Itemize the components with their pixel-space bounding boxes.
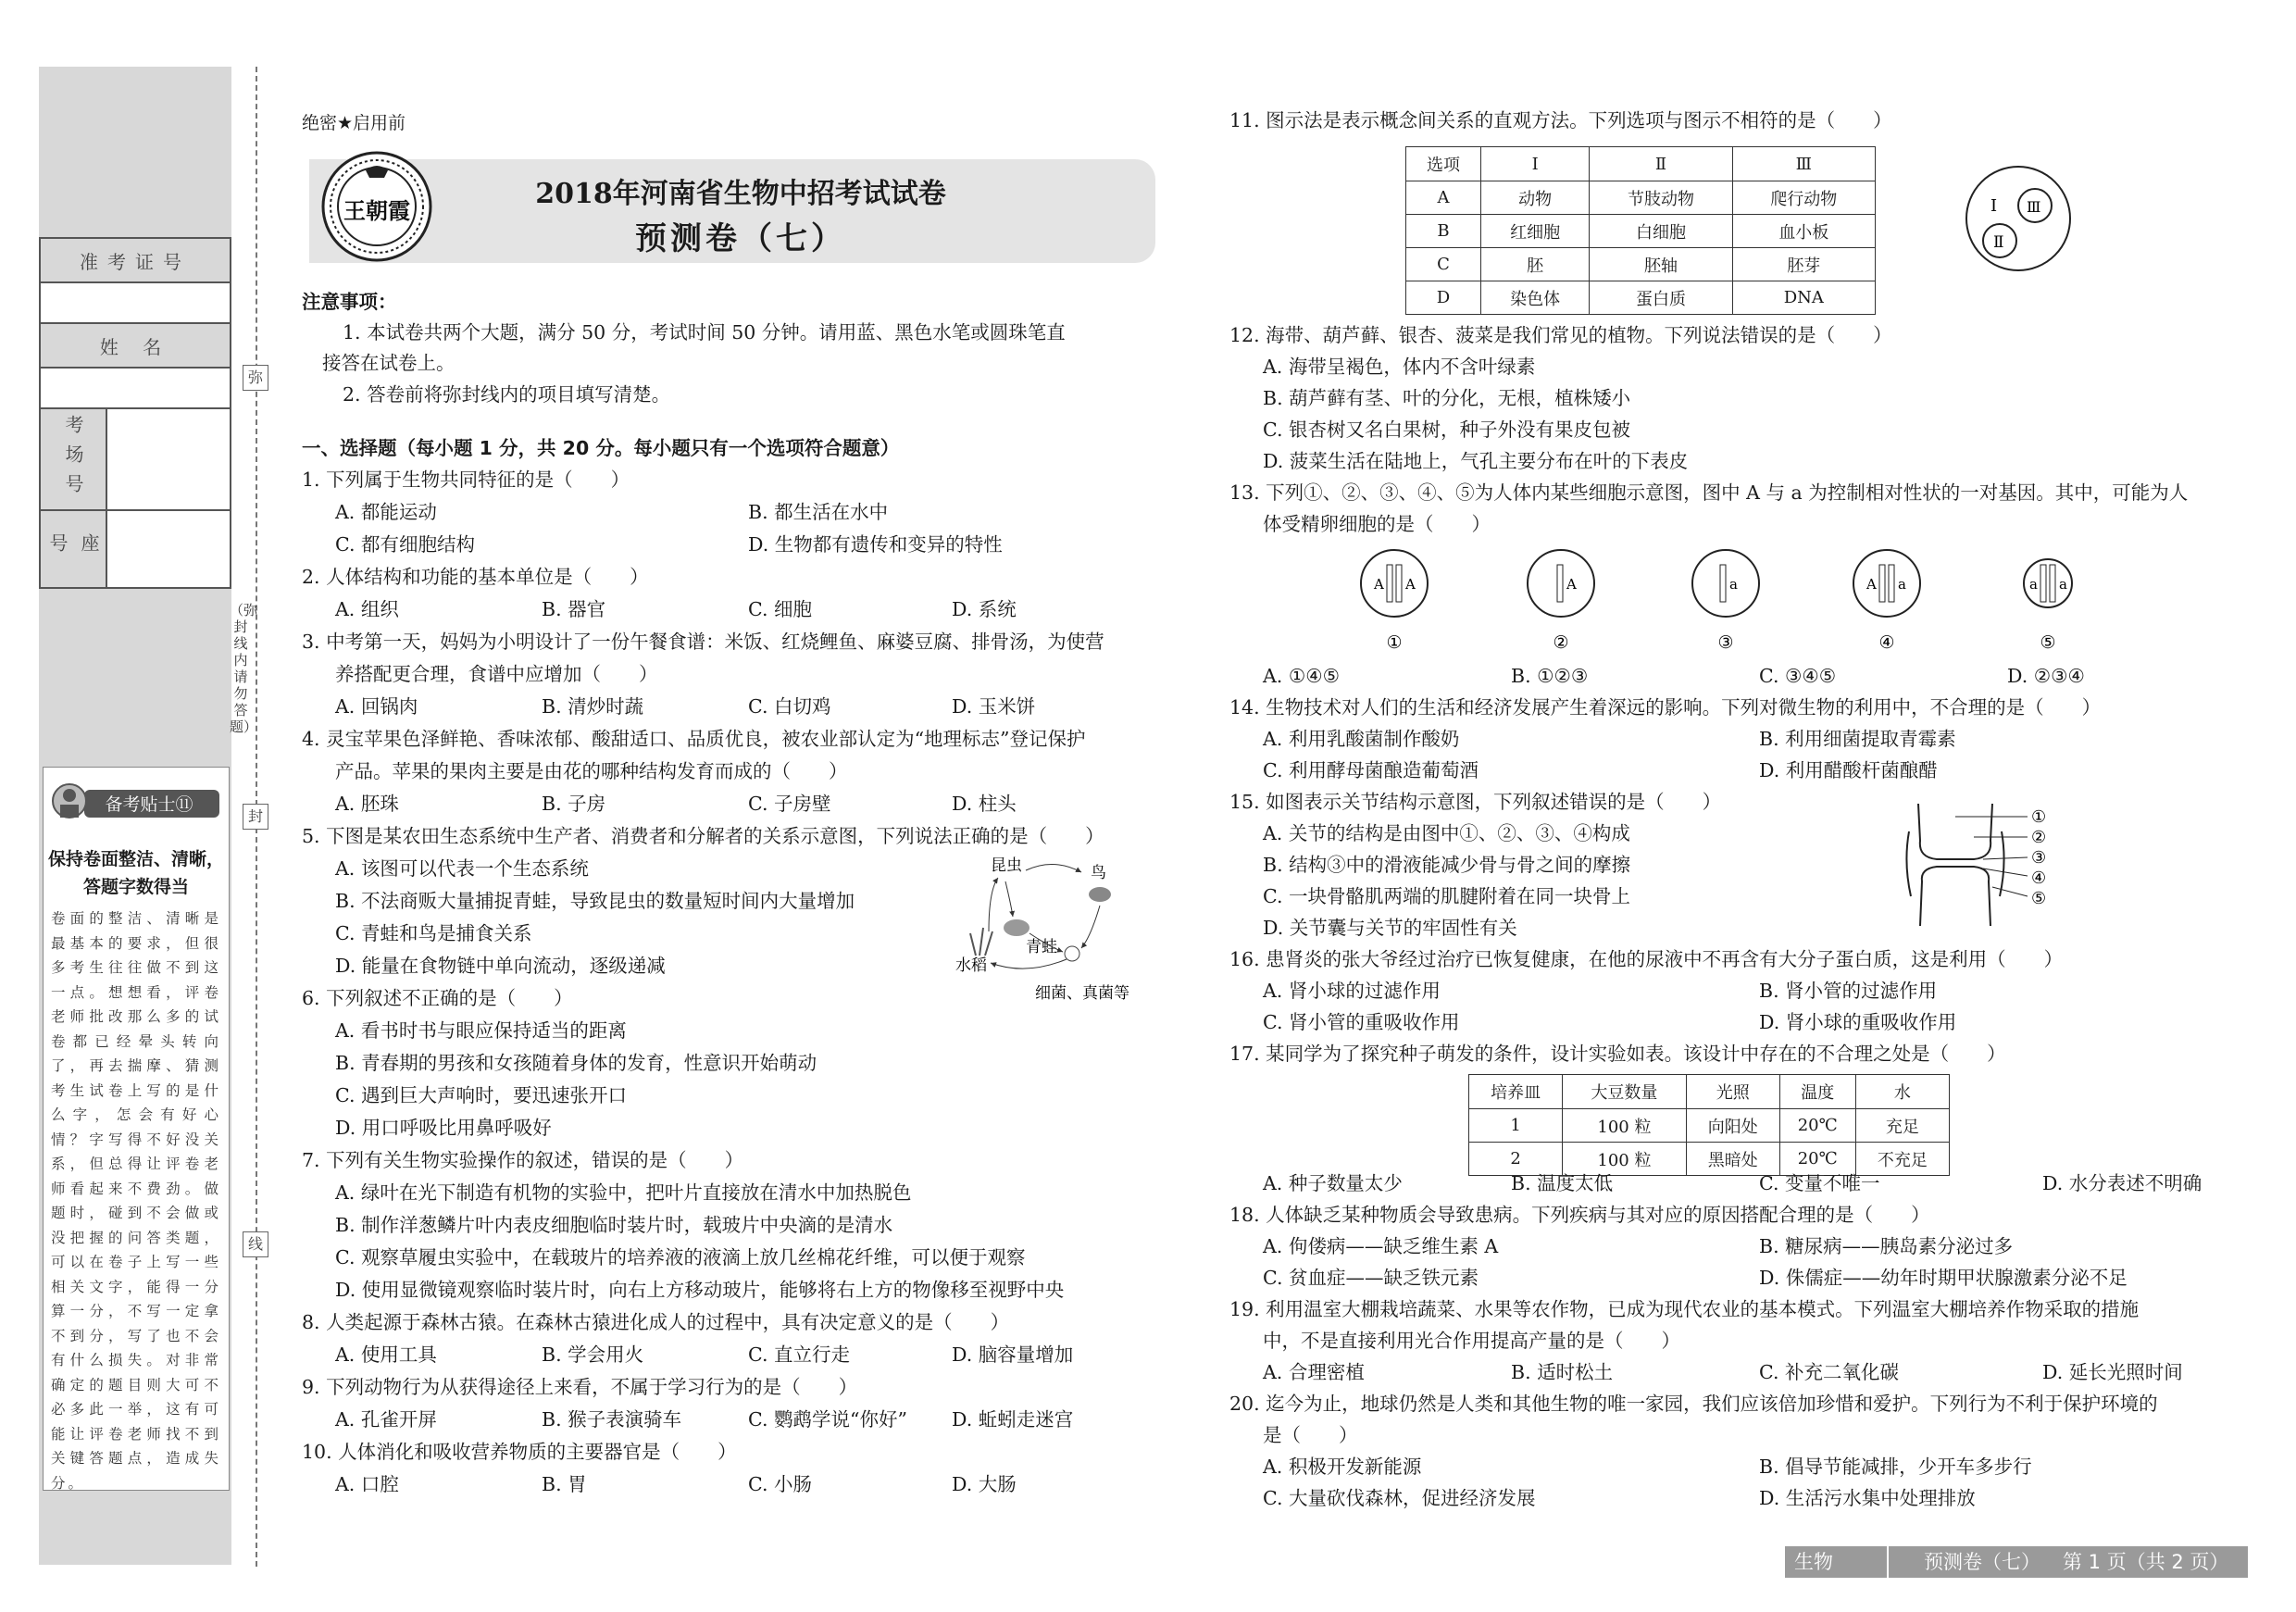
tip-banner-text: 备考贴士⑪: [105, 794, 193, 815]
q15-option-d: D. 关节囊与关节的牢固性有关: [1263, 917, 1517, 939]
svg-text:Ⅰ: Ⅰ: [1990, 196, 1998, 216]
svg-text:Ⅲ: Ⅲ: [2027, 198, 2041, 216]
exam-id-field[interactable]: [40, 282, 231, 323]
q6-option-b: B. 青春期的男孩和女孩随着身体的发育，性意识开始萌动: [335, 1052, 817, 1074]
joint-structure-diagram: [1900, 804, 2057, 928]
q4-option-d: D. 柱头: [952, 793, 1017, 815]
question-9: 9. 下列动物行为从获得途径上来看，不属于学习行为的是（ ）: [302, 1376, 858, 1398]
question-4-line-2: 产品。苹果的果肉主要是由花的哪种结构发育而成的（ ）: [335, 760, 848, 782]
q7-option-d: D. 使用显微镜观察临时装片时，向右上方移动玻片，能够将右上方的物像移至视野中央: [335, 1279, 1065, 1301]
q5-option-b: B. 不法商贩大量捕捉青蛙，导致昆虫的数量短时间内大量增加: [335, 890, 855, 912]
question-11: 11. 图示法是表示概念间关系的直观方法。下列选项与图示不相符的是（ ）: [1229, 109, 1892, 131]
q8-option-b: B. 学会用火: [542, 1343, 644, 1366]
q11-table: [1405, 146, 1876, 315]
question-20-line-1: 20. 迄今为止，地球仍然是人类和其他生物的唯一家园，我们应该倍加珍惜和爱护。下列行为不利于保护环境的: [1229, 1393, 2158, 1415]
q2-option-d: D. 系统: [952, 598, 1017, 620]
notice-item-2: 2. 答卷前将弥封线内的项目填写清楚。: [343, 383, 671, 406]
q12-option-d: D. 菠菜生活在陆地上，气孔主要分布在叶的下表皮: [1263, 450, 1689, 472]
q3-option-b: B. 清炒时蔬: [542, 695, 644, 718]
cell-1: [1361, 550, 1428, 653]
table-row: B 红细胞 白细胞 血小板: [1406, 215, 1876, 248]
name-label: 姓 名: [40, 323, 231, 368]
q20-option-a: A. 积极开发新能源: [1263, 1456, 1422, 1478]
q4-option-a: A. 胚珠: [335, 793, 399, 815]
svg-text:昆虫: 昆虫: [991, 856, 1022, 875]
room-field[interactable]: [106, 408, 231, 510]
q18-option-d: D. 侏儒症——幼年时期甲状腺激素分泌不足: [1759, 1267, 2128, 1289]
q18-option-a: A. 佝偻病——缺乏维生素 A: [1263, 1235, 1499, 1257]
exam-id-label: 准考证号: [40, 238, 231, 282]
q14-option-d: D. 利用醋酸杆菌酿醋: [1759, 759, 1938, 781]
question-7: 7. 下列有关生物实验操作的叙述，错误的是（ ）: [302, 1149, 744, 1171]
svg-text:鸟: 鸟: [1091, 864, 1106, 882]
q17-option-c: C. 变量不唯一: [1759, 1172, 1880, 1194]
svg-text:⑤: ⑤: [2031, 889, 2047, 908]
q14-option-c: C. 利用酵母菌酿造葡萄酒: [1263, 759, 1479, 781]
seal-char-1: 弥: [243, 365, 268, 391]
candidate-info-table: [39, 237, 231, 589]
q12-option-a: A. 海带呈褐色，体内不含叶绿素: [1263, 356, 1536, 378]
q14-option-a: A. 利用乳酸菌制作酸奶: [1263, 728, 1460, 750]
seal-note: （弥封线内请勿答题）: [230, 602, 258, 735]
svg-text:③: ③: [2031, 848, 2047, 868]
q2-option-b: B. 器官: [542, 598, 606, 620]
q7-option-c: C. 观察草履虫实验中，在载玻片的培养液的液滴上放几丝棉花纤维，可以便于观察: [335, 1246, 1026, 1268]
q8-option-d: D. 脑容量增加: [952, 1343, 1074, 1366]
section-heading: 一、选择题（每小题 1 分，共 20 分。每小题只有一个选项符合题意）: [302, 437, 900, 459]
q4-option-c: C. 子房壁: [748, 793, 831, 815]
svg-text:A: A: [1374, 576, 1384, 593]
confidential-mark: 绝密★启用前: [302, 113, 406, 133]
q17-table: [1468, 1074, 1950, 1176]
q18-option-b: B. 糖尿病——胰岛素分泌过多: [1759, 1235, 2014, 1257]
svg-text:①: ①: [1386, 632, 1403, 653]
table-row: A 动物 节肢动物 爬行动物: [1406, 181, 1876, 215]
q17-option-d: D. 水分表述不明确: [2042, 1172, 2202, 1194]
q12-option-b: B. 葫芦藓有茎、叶的分化，无根，植株矮小: [1263, 387, 1631, 409]
food-web-diagram: [952, 854, 1165, 1002]
q9-option-d: D. 蚯蚓走迷宫: [952, 1408, 1074, 1431]
svg-text:A: A: [1405, 576, 1416, 593]
q10-option-d: D. 大肠: [952, 1473, 1017, 1495]
question-3-line-2: 养搭配更合理，食谱中应增加（ ）: [335, 663, 658, 685]
cell-5: [2024, 559, 2072, 653]
q19-option-d: D. 延长光照时间: [2042, 1361, 2183, 1383]
cell-3: [1692, 550, 1759, 653]
svg-text:A: A: [1566, 576, 1577, 593]
footer-subject: 生物: [1794, 1551, 1833, 1573]
table-header-row: 选项 Ⅰ Ⅱ Ⅲ: [1406, 147, 1876, 181]
q15-option-a: A. 关节的结构是由图中①、②、③、④构成: [1263, 822, 1630, 844]
question-19-line-2: 中，不是直接利用光合作用提高产量的是（ ）: [1263, 1330, 1680, 1352]
notice-item-1a: 1. 本试卷共两个大题，满分 50 分，考试时间 50 分钟。请用蓝、黑色水笔或圆珠笔直: [343, 321, 1066, 344]
seal-char-2: 封: [243, 804, 268, 830]
q10-option-a: A. 口腔: [335, 1473, 399, 1495]
q10-option-b: B. 胃: [542, 1473, 587, 1495]
question-17: 17. 某同学为了探究种子萌发的条件，设计实验如表。该设计中存在的不合理之处是（ ）: [1229, 1043, 2006, 1065]
question-10: 10. 人体消化和吸收营养物质的主要器官是（ ）: [302, 1441, 737, 1463]
q7-option-a: A. 绿叶在光下制造有机物的实验中，把叶片直接放在清水中加热脱色: [335, 1181, 912, 1204]
q9-option-c: C. 鹦鹉学说“你好”: [748, 1408, 907, 1431]
q17-option-b: B. 温度太低: [1511, 1172, 1614, 1194]
q13-option-c: C. ③④⑤: [1759, 665, 1837, 687]
q19-option-a: A. 合理密植: [1263, 1361, 1365, 1383]
svg-text:④: ④: [1878, 632, 1895, 653]
q5-option-c: C. 青蛙和鸟是捕食关系: [335, 922, 532, 944]
svg-text:④: ④: [2031, 868, 2047, 888]
q5-option-a: A. 该图可以代表一个生态系统: [335, 857, 589, 880]
q18-option-c: C. 贫血症——缺乏铁元素: [1263, 1267, 1479, 1289]
svg-text:①: ①: [2031, 807, 2047, 827]
q12-option-c: C. 银杏树又名白果树，种子外没有果皮包被: [1263, 419, 1630, 441]
q2-option-c: C. 细胞: [748, 598, 812, 620]
table-row: 1 100 粒 向阳处 20℃ 充足: [1469, 1109, 1950, 1143]
question-18: 18. 人体缺乏某种物质会导致患病。下列疾病与其对应的原因搭配合理的是（ ）: [1229, 1204, 1930, 1226]
svg-text:③: ③: [1717, 632, 1734, 653]
svg-text:②: ②: [2031, 828, 2047, 847]
question-4-line-1: 4. 灵宝苹果色泽鲜艳、香味浓郁、酸甜适口、品质优良，被农业部认定为“地理标志”登记保护: [302, 728, 1086, 750]
notice-item-1b: 接答在试卷上。: [322, 352, 455, 374]
svg-text:水稻: 水稻: [955, 956, 987, 975]
q13-option-b: B. ①②③: [1511, 665, 1589, 687]
q1-option-a: A. 都能运动: [335, 501, 437, 523]
question-2: 2. 人体结构和功能的基本单位是（ ）: [302, 566, 649, 588]
question-19-line-1: 19. 利用温室大棚栽培蔬菜、水果等农作物，已成为现代农业的基本模式。下列温室大棚培养作物采取的措施: [1229, 1298, 2140, 1320]
q1-option-b: B. 都生活在水中: [748, 501, 889, 523]
q1-option-c: C. 都有细胞结构: [335, 533, 475, 556]
q5-option-d: D. 能量在食物链中单向流动，逐级递减: [335, 955, 666, 977]
svg-text:a: a: [1729, 576, 1738, 593]
q4-option-b: B. 子房: [542, 793, 606, 815]
q2-option-a: A. 组织: [335, 598, 399, 620]
q15-option-c: C. 一块骨骼肌两端的肌腱附着在同一块骨上: [1263, 885, 1630, 907]
exam-subtitle: 预测卷（七）: [635, 220, 846, 257]
svg-text:Ⅱ: Ⅱ: [1993, 233, 2004, 252]
tip-title: 保持卷面整洁、清晰，答题字数得当: [47, 849, 224, 897]
cell-4: [1853, 550, 1920, 653]
svg-text:a: a: [2059, 576, 2067, 593]
q20-option-b: B. 倡导节能减排，少开车多步行: [1759, 1456, 2032, 1478]
q16-option-d: D. 肾小球的重吸收作用: [1759, 1011, 1957, 1033]
footer-paper: 预测卷（七）: [1924, 1551, 2040, 1573]
question-1: 1. 下列属于生物共同特征的是（ ）: [302, 469, 630, 491]
q20-option-c: C. 大量砍伐森林，促进经济发展: [1263, 1487, 1536, 1509]
room-label: 考场号: [40, 408, 106, 510]
svg-text:a: a: [1898, 576, 1906, 593]
q20-option-d: D. 生活污水集中处理排放: [1759, 1487, 1976, 1509]
page-footer: [1785, 1546, 2248, 1578]
q6-option-a: A. 看书时书与眼应保持适当的距离: [335, 1019, 627, 1042]
question-15: 15. 如图表示关节结构示意图，下列叙述错误的是（ ）: [1229, 791, 1722, 813]
svg-text:a: a: [2029, 576, 2038, 593]
question-8: 8. 人类起源于森林古猿。在森林古猿进化成人的过程中，具有决定意义的是（ ）: [302, 1311, 1010, 1333]
table-row: D 染色体 蛋白质 DNA: [1406, 281, 1876, 315]
q13-option-d: D. ②③④: [2007, 665, 2085, 687]
cell-2: [1528, 550, 1594, 653]
exam-tip-box: [43, 767, 230, 1491]
seat-label: 座 号: [40, 510, 106, 588]
q10-option-c: C. 小肠: [748, 1473, 812, 1495]
logo-text: 王朝霞: [343, 197, 410, 224]
tip-body: 卷面的整洁、清晰是最基本的要求，但很多考生往往做不到这一点。想想看，评卷老师批改那么多的试卷都已经晕头转向了，再去揣摩、猜测考生试卷上写的是什么字，怎会有好心情？字写得不好没关系，但总得让评卷老师看起来不费劲。做题时，碰到不会做或没把握的问答类题，可以在卷子上写一些相关文字，能得一分算一分，不写一定拿不到分，写了也不会有什么损失。对非常确定的题目则大可不必多此一举，这有可能让评卷老师找不到关键答题点，造成失分。: [51, 910, 221, 1492]
table-header-row: 培养皿 大豆数量 光照 温度 水: [1469, 1075, 1950, 1109]
question-16: 16. 患肾炎的张大爷经过治疗已恢复健康，在他的尿液中不再含有大分子蛋白质，这是利用（ ）: [1229, 948, 2064, 970]
footer-page: 第 1 页（共 2 页）: [2063, 1551, 2229, 1573]
svg-text:细菌、真菌等: 细菌、真菌等: [1035, 984, 1129, 1002]
svg-text:⑤: ⑤: [2040, 632, 2056, 653]
publisher-logo-seal: [320, 150, 433, 263]
exam-title: 2018年河南省生物中招考试试卷: [535, 178, 946, 210]
question-13-line-2: 体受精卵细胞的是（ ）: [1263, 513, 1491, 535]
q8-option-a: A. 使用工具: [335, 1343, 437, 1366]
q15-option-b: B. 结构③中的滑液能减少骨与骨之间的摩擦: [1263, 854, 1631, 876]
q14-option-b: B. 利用细菌提取青霉素: [1759, 728, 1956, 750]
q9-option-a: A. 孔雀开屏: [335, 1408, 437, 1431]
cell-diagrams: [1333, 544, 2074, 657]
svg-text:A: A: [1866, 576, 1877, 593]
q7-option-b: B. 制作洋葱鳞片叶内表皮细胞临时装片时，载玻片中央滴的是清水: [335, 1214, 893, 1236]
seat-field[interactable]: [106, 510, 231, 588]
q16-option-a: A. 肾小球的过滤作用: [1263, 980, 1441, 1002]
name-field[interactable]: [40, 368, 231, 408]
q16-option-c: C. 肾小管的重吸收作用: [1263, 1011, 1460, 1033]
table-row: C 胚 胚轴 胚芽: [1406, 248, 1876, 281]
question-5: 5. 下图是某农田生态系统中生产者、消费者和分解者的关系示意图，下列说法正确的是（ ）: [302, 825, 1104, 847]
q3-option-a: A. 回锅肉: [335, 695, 418, 718]
question-12: 12. 海带、葫芦藓、银杏、菠菜是我们常见的植物。下列说法错误的是（ ）: [1229, 324, 1892, 346]
q3-option-c: C. 白切鸡: [748, 695, 831, 718]
notice-heading: 注意事项：: [302, 291, 397, 313]
tip-banner-graphic: [47, 777, 223, 829]
question-6: 6. 下列叙述不正确的是（ ）: [302, 987, 573, 1009]
q9-option-b: B. 猴子表演骑车: [542, 1408, 682, 1431]
concept-circles-diagram: [1963, 163, 2074, 274]
question-14: 14. 生物技术对人们的生活和经济发展产生着深远的影响。下列对微生物的利用中，不合理的是（ ）: [1229, 696, 2102, 719]
svg-text:青蛙: 青蛙: [1026, 938, 1057, 956]
q6-option-d: D. 用口呼吸比用鼻呼吸好: [335, 1117, 552, 1139]
question-13-line-1: 13. 下列①、②、③、④、⑤为人体内某些细胞示意图，图中 A 与 a 为控制相对性状的一对基因。其中，可能为人: [1229, 481, 2189, 504]
q13-option-a: A. ①④⑤: [1263, 665, 1340, 687]
q17-option-a: A. 种子数量太少: [1263, 1172, 1403, 1194]
q8-option-c: C. 直立行走: [748, 1343, 850, 1366]
svg-text:②: ②: [1553, 632, 1569, 653]
q1-option-d: D. 生物都有遗传和变异的特性: [748, 533, 1003, 556]
table-row: 2 100 粒 黑暗处 20℃ 不充足: [1469, 1143, 1950, 1176]
q3-option-d: D. 玉米饼: [952, 695, 1036, 718]
q19-option-c: C. 补充二氧化碳: [1759, 1361, 1899, 1383]
question-20-line-2: 是（ ）: [1263, 1424, 1358, 1446]
seal-char-3: 线: [243, 1231, 268, 1257]
q6-option-c: C. 遇到巨大声响时，要迅速张开口: [335, 1084, 627, 1106]
question-3-line-1: 3. 中考第一天，妈妈为小明设计了一份午餐食谱：米饭、红烧鲤鱼、麻婆豆腐、排骨汤，为使营: [302, 631, 1104, 653]
q16-option-b: B. 肾小管的过滤作用: [1759, 980, 1938, 1002]
q19-option-b: B. 适时松土: [1511, 1361, 1614, 1383]
